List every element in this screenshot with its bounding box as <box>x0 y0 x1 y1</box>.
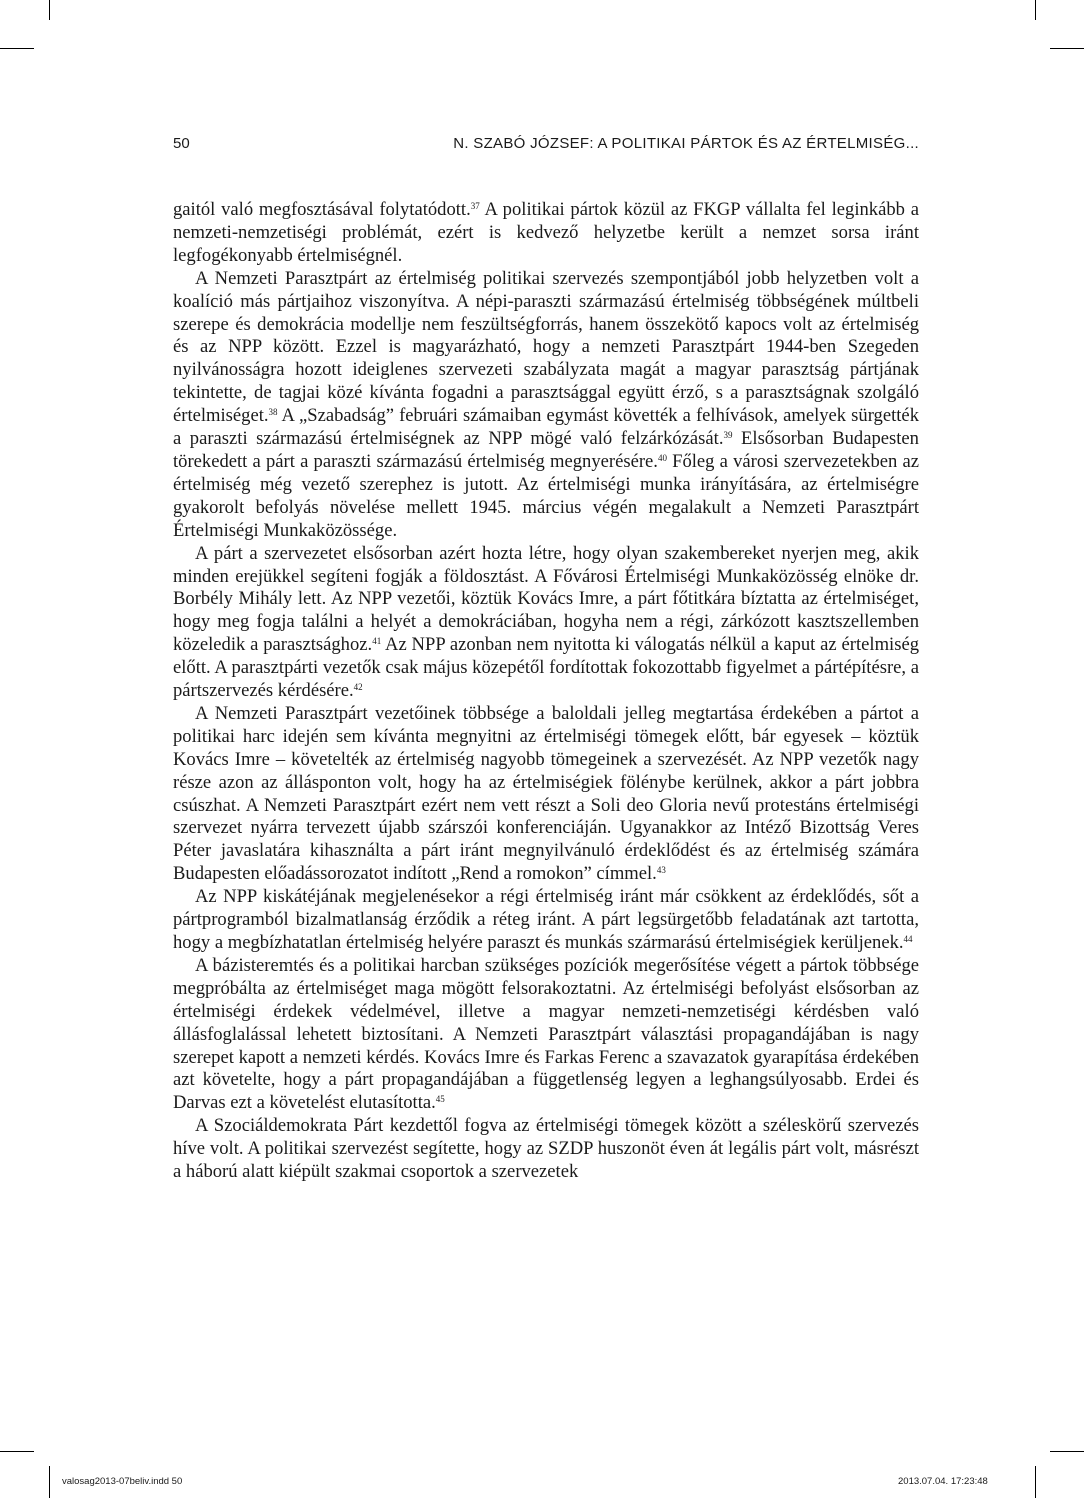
paragraph-text: Főleg a városi szervezetekben az értelmiség még vezető szerephez is jutott. Az értelmiségi munka irányítására, az értelmiségre gyakorolt befolyás növelése mellett 1945. március végén megalakult a Nemzeti Parasztpárt Értelmiségi Munkaközössége. <box>173 450 919 541</box>
crop-mark-bottom-left-horizontal <box>0 1451 34 1452</box>
crop-mark-top-right-vertical <box>1035 0 1036 20</box>
paragraph-text: Elsősorban Budapesten törekedett a párt a paraszti származású értelmiség megnyerésére. <box>173 428 919 472</box>
slug-file-info: valosag2013-07beliv.indd 50 <box>62 1476 183 1487</box>
slug-date-info: 2013.07.04. 17:23:48 <box>898 1476 988 1487</box>
running-title: N. SZABÓ JÓZSEF: A POLITIKAI PÁRTOK ÉS AZ ÉRTELMISÉG... <box>453 135 919 152</box>
paragraph-text: Az NPP azonban nem nyitotta ki válogatás nélkül a kaput az értelmiség előtt. A parasztpárti vezetők csak május közepétől fordítottak fokozottabb figyelmet a pártépítésre, a pártszervezés kérdésére. <box>173 634 919 702</box>
paragraph-text: A párt a szervezetet elsősorban azért hozta létre, hogy olyan szakembereket nyerjen meg, akik minden erejükkel segíteni fogják a földosztást. A Fővárosi Értelmiségi Munkaközösség elnöke dr. Borbély Mihály lett. Az NPP vezetői, köztük Kovács Imre, a párt főtitkára bíztatta az értelmiséget, hogy meg fogja találni a helyét a demokráciában, hogyha nem a régi, zárkózott kasztszellemben közeledik a parasztsághoz. <box>173 542 919 656</box>
footnote-ref: 39 <box>723 430 733 441</box>
paragraph-text: Az NPP kiskátéjának megjelenésekor a régi értelmiség iránt már csökkent az érdeklődés, sőt a pártprogramból bizalmatlanság érződik a réteg iránt. A párt legsürgetőbb feladatának azt tartotta, hogy a megbízhatatlan értelmiség helyére paraszt és munkás szármarású értelmiségiek kerüljenek. <box>173 886 919 953</box>
crop-mark-bottom-right-horizontal <box>1050 1451 1084 1452</box>
running-header <box>173 135 919 155</box>
footnote-ref: 40 <box>657 452 667 463</box>
paragraph <box>173 268 919 543</box>
footnote-ref: 43 <box>656 865 666 876</box>
footnote-ref: 42 <box>353 682 363 693</box>
footnote-ref: 44 <box>903 934 913 944</box>
paragraph <box>173 703 919 886</box>
paragraph-text: gaitól való megfosztásával folytatódott. <box>173 199 471 220</box>
paragraph-text: A Nemzeti Parasztpárt az értelmiség politikai szervezés szempontjából jobb helyzetben volt a koalíció más pártjaihoz viszonyítva. A népi-paraszti származású értelmiség többségének múltbeli szerepe és demokrácia modellje nem feszültségforrás, hanem összekötő kapocs volt az értelmiség és az NPP között. Ezzel is magyarázható, hogy a nemzeti Parasztpárt 1944-ben Szegeden nyilvánosságra hozott ideiglenes szervezeti szabályzata magát a magyar parasztság pártjának tekintette, de tagjai közé kívánta fogadni a parasztsággal együtt érző, s a parasztságnak szolgáló értelmiséget. <box>173 267 919 427</box>
crop-mark-top-right-horizontal <box>1050 48 1084 49</box>
paragraph <box>173 1115 919 1184</box>
footnote-ref: 37 <box>470 201 480 211</box>
paragraph <box>173 199 919 268</box>
paragraph-text: A bázisteremtés és a politikai harcban szükséges pozíciók megerősítése végett a pártok többsége megpróbálta az értelmiséget maga mögött felsorakoztatni. Az értelmiségi befolyást elsősorban az értelmiségi érdekek védelmével, illetve a magyar nemzeti-nemzetiségi kérdésben való állásfoglalással lehetett biztosítani. A Nemzeti Parasztpárt választási propagandájában is nagy szerepet kapott a nemzeti kérdés. Kovács Imre és Farkas Ferenc a szavazatok gyarapítása érdekében azt követelte, hogy a párt propagandájában a függetlenség legyen a leghangsúlyosabb. Erdei és Darvas ezt a követelést elutasította. <box>173 954 919 1114</box>
page-number: 50 <box>173 135 190 152</box>
crop-mark-top-left-vertical <box>49 0 50 20</box>
body-text <box>173 199 919 1184</box>
crop-mark-bottom-left-vertical <box>49 1466 50 1498</box>
footnote-ref: 45 <box>435 1094 445 1105</box>
crop-mark-top-left-horizontal <box>0 48 34 49</box>
footnote-ref: 41 <box>372 636 382 647</box>
footnote-ref: 38 <box>268 407 278 418</box>
paragraph-text: A Szociáldemokrata Párt kezdettől fogva az értelmiségi tömegek között a széleskörű szervezés híve volt. A politikai szervezést segítette, hogy az SZDP huszonöt éven át legális párt volt, másrészt a háború alatt kiépült szakmai csoportok a szervezetek <box>173 1115 919 1183</box>
paragraph <box>173 886 919 955</box>
crop-mark-bottom-right-vertical <box>1035 1466 1036 1498</box>
paragraph-text: A „Szabadság” februári számaiban egymást követték a felhívások, amelyek sürgették a paraszti származású értelmiségnek az NPP mögé való felzárkózását. <box>173 405 919 450</box>
paragraph <box>173 543 919 703</box>
paragraph-text: A Nemzeti Parasztpárt vezetőinek többsége a baloldali jelleg megtartása érdekében a pártot a politikai harc idején sem kívánta megnyitni az értelmiségi tömegek előtt, bár egyesek – köztük Kovács Imre – követelték az értelmiség nagyobb tömegeinek a szervezését. Az NPP vezetők nagy része azon az állásponton volt, hogy ha az értelmiségiek fölénybe kerülnek, akkor a párt jobbra csúszhat. A Nemzeti Parasztpárt ezért nem vett részt a Soli deo Gloria nevű protestáns értelmiségi szervezet nyárra tervezett újabb szárszói konferenciáján. Ugyanakkor az Intéző Bizottság Veres Péter javaslatára kihasználta a párt iránt megnyilvánuló érdeklődést és az értelmiség számára Budapesten előadássorozatot indított „Rend a romokon” címmel. <box>173 702 919 885</box>
paragraph <box>173 955 919 1115</box>
paragraph-text: A politikai pártok közül az FKGP vállalta fel leginkább a nemzeti-nemzetiségi problémát, ezért is kedvező helyzetbe került a nemzet sorsa iránt legfogékonyabb értelmiségnél. <box>173 199 919 266</box>
